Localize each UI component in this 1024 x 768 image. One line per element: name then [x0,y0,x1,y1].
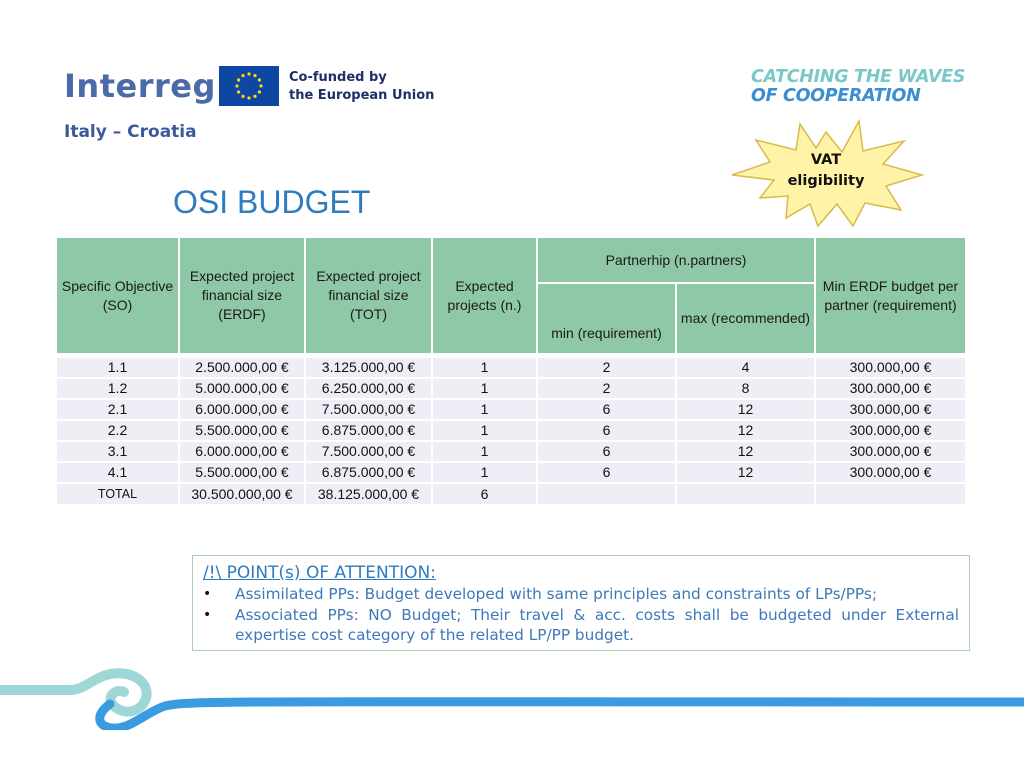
cell-tot: 6.250.000,00 € [306,379,433,400]
cell-max: 8 [677,379,816,400]
cell-erdf: 6.000.000,00 € [180,442,306,463]
bullet-icon: • [203,606,212,623]
cell-empty [816,484,967,506]
table-row [57,400,967,421]
cell-so: 1.2 [57,379,180,400]
header-tot-size: Expected project financial size (TOT) [306,238,433,355]
header-partnership: Partnerhip (n.partners) [538,238,816,284]
cell-tot: 3.125.000,00 € [306,358,433,379]
cell-tot: 7.500.000,00 € [306,400,433,421]
cell-empty [677,484,816,506]
list-item [203,584,959,605]
budget-table [57,238,967,506]
vat-eligibility-label: VAT eligibility [787,152,865,189]
cell-max: 4 [677,358,816,379]
header-erdf-size: Expected project financial size (ERDF) [180,238,306,355]
cell-projects: 1 [433,400,538,421]
cell-erdf: 5.500.000,00 € [180,463,306,484]
cell-erdf: 6.000.000,00 € [180,400,306,421]
eu-cofunded-label: Co-funded by the European Union [289,70,435,103]
cell-tot: 6.875.000,00 € [306,421,433,442]
cell-total-label: TOTAL [57,484,180,506]
cell-total-projects: 6 [433,484,538,506]
cell-min: 6 [538,442,677,463]
page-title: OSI BUDGET [173,184,371,220]
cell-so: 3.1 [57,442,180,463]
cell-so: 1.1 [57,358,180,379]
cell-total-erdf: 30.500.000,00 € [180,484,306,506]
logo-subtitle: Italy – Croatia [64,122,197,142]
cell-min-erdf: 300.000,00 € [816,379,967,400]
cell-erdf: 2.500.000,00 € [180,358,306,379]
cell-min-erdf: 300.000,00 € [816,442,967,463]
cell-projects: 1 [433,379,538,400]
header-min-erdf-budget: Min ERDF budget per partner (requirement) [816,238,967,355]
table-row [57,358,967,379]
attention-item-text: Assimilated PPs: Budget developed with same principles and constraints of LPs/PPs; [235,585,878,603]
cell-min-erdf: 300.000,00 € [816,358,967,379]
cell-tot: 6.875.000,00 € [306,463,433,484]
list-item [203,605,959,646]
cell-erdf: 5.500.000,00 € [180,421,306,442]
cell-max: 12 [677,442,816,463]
cell-projects: 1 [433,442,538,463]
cell-empty [538,484,677,506]
cell-projects: 1 [433,463,538,484]
interreg-logo: Interreg [64,67,216,105]
cell-so: 2.1 [57,400,180,421]
cell-so: 4.1 [57,463,180,484]
cell-tot: 7.500.000,00 € [306,442,433,463]
header-expected-projects: Expected projects (n.) [433,238,538,355]
table-row [57,442,967,463]
cell-min-erdf: 300.000,00 € [816,421,967,442]
header-max-partners: max (recommended) [677,284,816,355]
bullet-icon: • [203,586,212,602]
cell-min: 6 [538,400,677,421]
table-total-row [57,484,967,506]
attention-heading: /!\ POINT(s) OF ATTENTION: [203,563,436,583]
attention-list [203,584,959,646]
cell-so: 2.2 [57,421,180,442]
programme-tagline: CATCHING THE WAVES OF COOPERATION [751,67,966,106]
header-specific-objective: Specific Objective (SO) [57,238,180,355]
table-row [57,463,967,484]
cell-min-erdf: 300.000,00 € [816,400,967,421]
cell-projects: 1 [433,358,538,379]
cell-min: 2 [538,358,677,379]
header-min-partners: min (requirement) [538,284,677,355]
cell-erdf: 5.000.000,00 € [180,379,306,400]
cell-projects: 1 [433,421,538,442]
table-row [57,379,967,400]
cell-min: 2 [538,379,677,400]
cell-max: 12 [677,400,816,421]
cell-max: 12 [677,421,816,442]
table-row [57,421,967,442]
cell-total-tot: 38.125.000,00 € [306,484,433,506]
eu-flag-icon [219,66,279,106]
cell-min: 6 [538,421,677,442]
wave-decoration-icon [0,660,1024,730]
attention-box [192,555,970,651]
cell-min: 6 [538,463,677,484]
attention-item-text: Associated PPs: NO Budget; Their travel & acc. costs shall be budgeted under External expertise cost category of the related LP/PP budget. [235,605,959,644]
cell-min-erdf: 300.000,00 € [816,463,967,484]
cell-max: 12 [677,463,816,484]
